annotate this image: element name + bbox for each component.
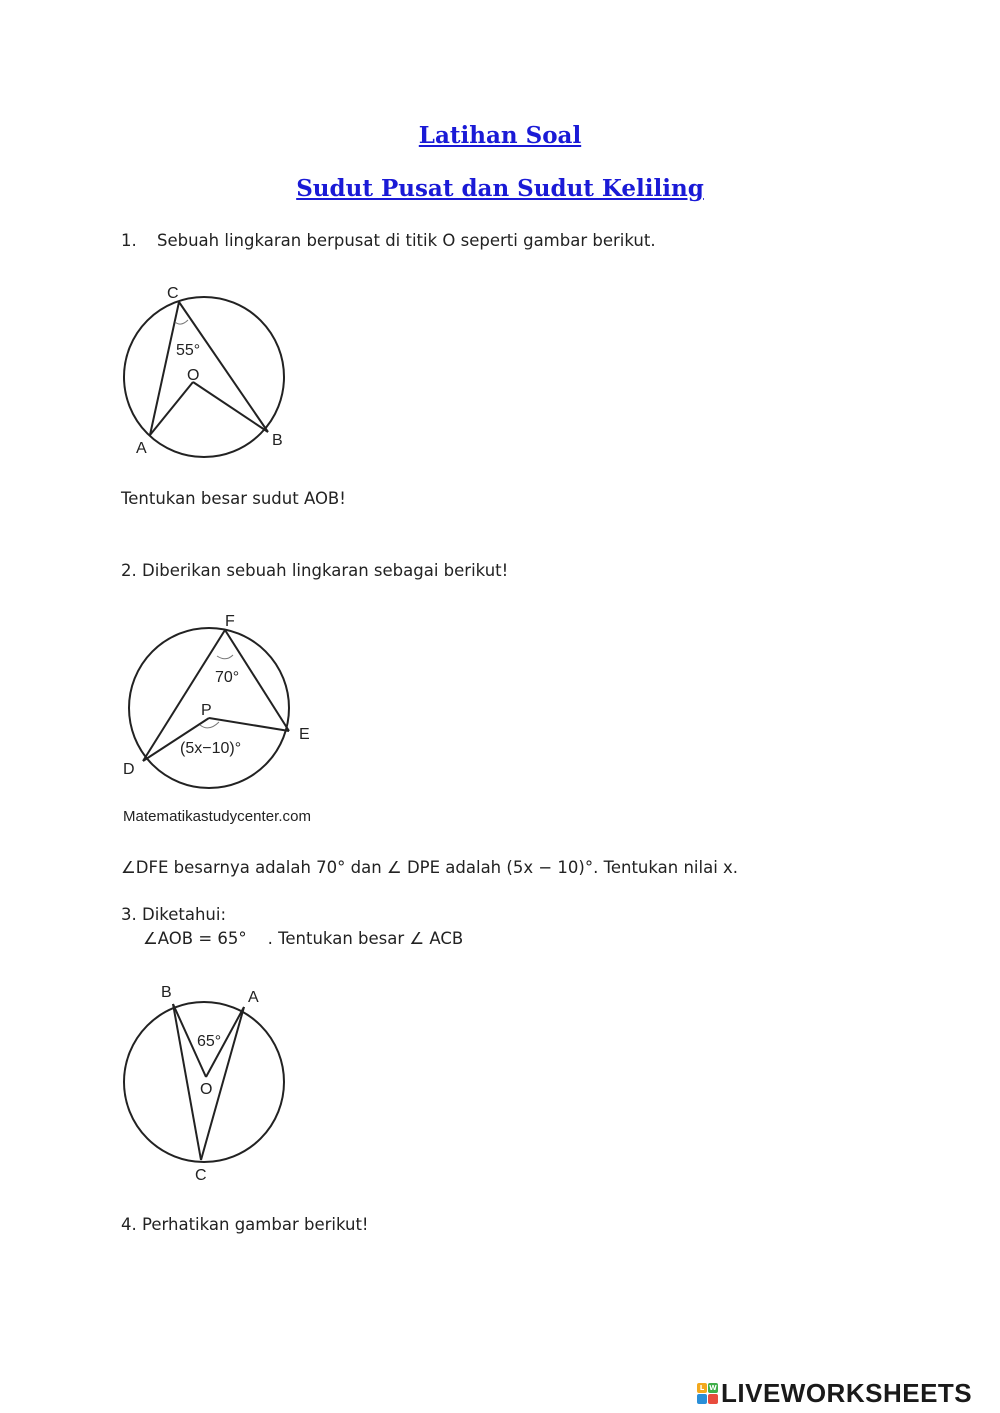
label-b: B: [161, 984, 172, 1001]
angle-arc-f: [217, 655, 233, 659]
chord-bc: [173, 1004, 201, 1160]
figure-1-circle: [118, 280, 298, 460]
question-1-prompt: Tentukan besar sudut AOB!: [121, 489, 346, 508]
circle-outline: [124, 297, 284, 457]
question-2-prompt: ∠DFE besarnya adalah 70° dan ∠ DPE adalah (5x − 10)°. Tentukan nilai x.: [121, 858, 739, 877]
label-angle-65: 65°: [197, 1033, 222, 1050]
radius-pe: [209, 718, 289, 731]
chord-ca: [150, 302, 179, 435]
label-angle-70: 70°: [215, 669, 240, 686]
question-2-intro: 2. Diberikan sebuah lingkaran sebagai berikut!: [121, 561, 509, 580]
label-c: C: [167, 285, 179, 302]
question-1-intro: Sebuah lingkaran berpusat di titik O seperti gambar berikut.: [157, 231, 656, 250]
label-angle-55: 55°: [176, 342, 201, 359]
logo-square: L: [697, 1383, 707, 1393]
logo-square: W: [709, 1383, 717, 1392]
question-4-intro: 4. Perhatikan gambar berikut!: [121, 1215, 369, 1234]
label-o: O: [200, 1081, 213, 1098]
liveworksheets-logo: [697, 1378, 972, 1408]
label-a: A: [136, 440, 147, 457]
question-3-given: ∠AOB = 65° . Tentukan besar ∠ ACB: [143, 929, 464, 948]
label-c: C: [195, 1167, 207, 1184]
figure-3-circle: [118, 980, 298, 1185]
radius-ob: [193, 382, 268, 432]
label-e: E: [299, 726, 310, 743]
logo-square: [697, 1394, 707, 1404]
label-o: O: [187, 367, 200, 384]
label-f: F: [225, 613, 235, 630]
label-angle-5x: (5x−10)°: [180, 740, 242, 757]
page-subtitle: Sudut Pusat dan Sudut Keliling: [296, 175, 704, 202]
brand-name: LIVEWORKSHEETS: [721, 1377, 973, 1408]
question-1-number: 1.: [121, 231, 137, 250]
logo-squares-icon: [697, 1383, 718, 1404]
label-b: B: [272, 432, 283, 449]
figure-source-credit: Matematikastudycenter.com: [123, 808, 311, 825]
logo-square: [708, 1394, 718, 1404]
page-title: Latihan Soal: [418, 122, 582, 149]
figure-2-circle: [118, 608, 328, 830]
label-a: A: [248, 989, 259, 1006]
question-3-intro: 3. Diketahui:: [121, 905, 227, 924]
label-d: D: [123, 761, 135, 778]
angle-arc-c: [175, 320, 188, 324]
label-p: P: [201, 702, 212, 719]
